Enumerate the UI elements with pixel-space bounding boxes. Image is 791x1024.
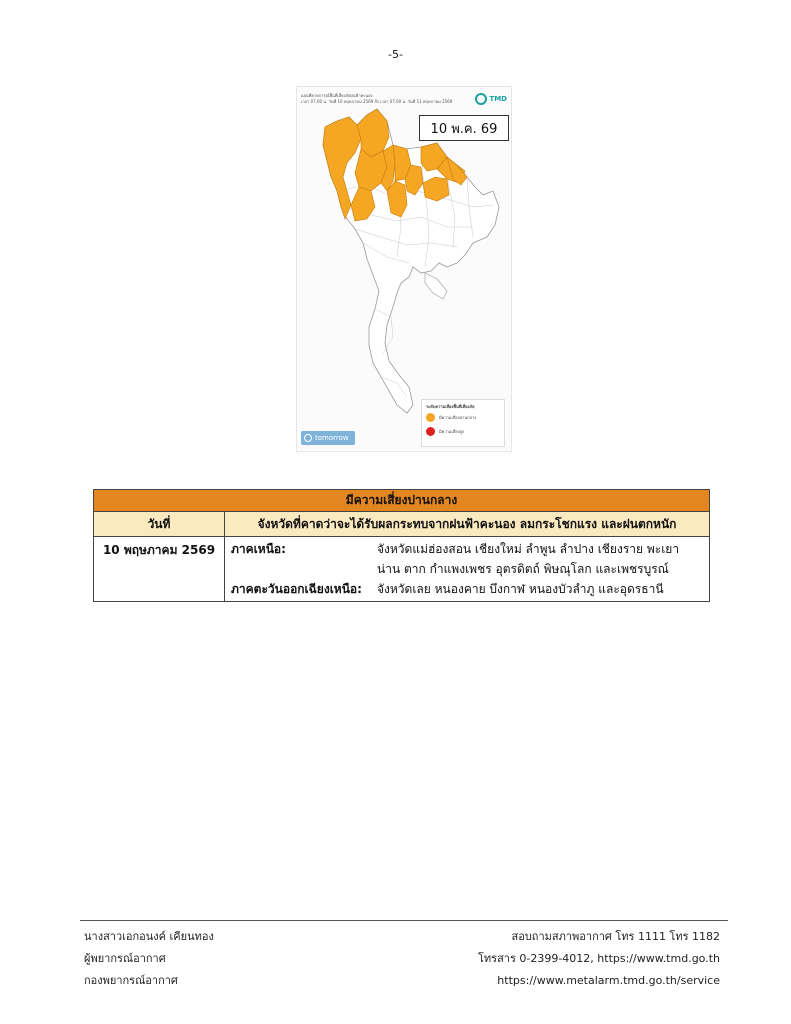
region-north-cont: [231, 559, 703, 579]
map-header-line2: เวลา 07.00 น. วันที่ 10 พฤษภาคม 2569 ถึง เวลา 07.00 น. วันที่ 11 พฤษภาคม 2569: [301, 99, 453, 104]
header-detail: จังหวัดที่คาดว่าจะได้รับผลกระทบจากฝนฟ้าคะนอง ลมกระโชกแรง และฝนตกหนัก: [225, 512, 710, 537]
tomorrow-badge-text: tomorrow: [315, 434, 349, 442]
region-text: น่าน ตาก กำแพงเพชร อุตรดิตถ์ พิษณุโลก และเพชรบูรณ์: [377, 562, 669, 576]
contact-phone: สอบถามสภาพอากาศ โทร 1111 โทร 1182: [511, 930, 720, 943]
region-text: จังหวัดแม่ฮ่องสอน เชียงใหม่ ลำพูน ลำปาง เชียงราย พะเยา: [377, 542, 680, 556]
risk-map-figure: [296, 86, 512, 452]
risk-table: [93, 489, 710, 602]
tmd-logo-icon: [475, 93, 487, 105]
page-number: -5-: [388, 48, 403, 61]
thailand-map: [297, 87, 511, 451]
legend-title: ระดับความเสี่ยงพื้นที่เสี่ยงภัย: [426, 404, 475, 409]
contact-service-link[interactable]: https://www.metalarm.tmd.go.th/service: [497, 974, 720, 987]
table-title: มีความเสี่ยงปานกลาง: [94, 490, 710, 512]
legend-dot-red-icon: [426, 427, 435, 436]
legend-item-high: [426, 427, 500, 436]
tomorrow-badge: [301, 431, 355, 445]
map-date-label: 10 พ.ค. 69: [419, 115, 509, 141]
region-north: [231, 539, 703, 559]
map-header: [301, 93, 461, 105]
table-row: [94, 537, 710, 602]
tomorrow-logo-icon: [304, 434, 312, 442]
region-label: ภาคตะวันออกเฉียงเหนือ:: [231, 582, 362, 596]
footer-divider: [80, 920, 728, 921]
footer-author: [84, 926, 214, 992]
map-header-line1: แผนที่คาดการณ์พื้นที่เสี่ยงภัยฝนฟ้าคะนอง: [301, 93, 373, 98]
map-legend: [421, 399, 505, 447]
region-label: ภาคเหนือ:: [231, 542, 286, 556]
region-northeast: [231, 579, 703, 599]
region-text: จังหวัดเลย หนองคาย บึงกาฬ หนองบัวลำภู และอุดรธานี: [377, 582, 664, 596]
author-title: ผู้พยากรณ์อากาศ: [84, 952, 166, 965]
legend-label: มีความเสี่ยงสูง: [439, 429, 464, 434]
header-date: วันที่: [94, 512, 225, 537]
author-name: นางสาวเอกอนงค์ เคียนทอง: [84, 930, 214, 943]
row-date: 10 พฤษภาคม 2569: [94, 537, 225, 602]
row-detail: [225, 537, 710, 602]
contact-fax-link[interactable]: โทรสาร 0-2399-4012, https://www.tmd.go.th: [478, 952, 720, 965]
tmd-logo: [475, 91, 507, 107]
legend-label: มีความเสี่ยงปานกลาง: [439, 415, 477, 420]
tmd-logo-text: TMD: [489, 95, 507, 103]
footer-contact: [478, 926, 720, 992]
author-division: กองพยากรณ์อากาศ: [84, 974, 178, 987]
legend-dot-orange-icon: [426, 413, 435, 422]
legend-item-moderate: [426, 413, 500, 422]
